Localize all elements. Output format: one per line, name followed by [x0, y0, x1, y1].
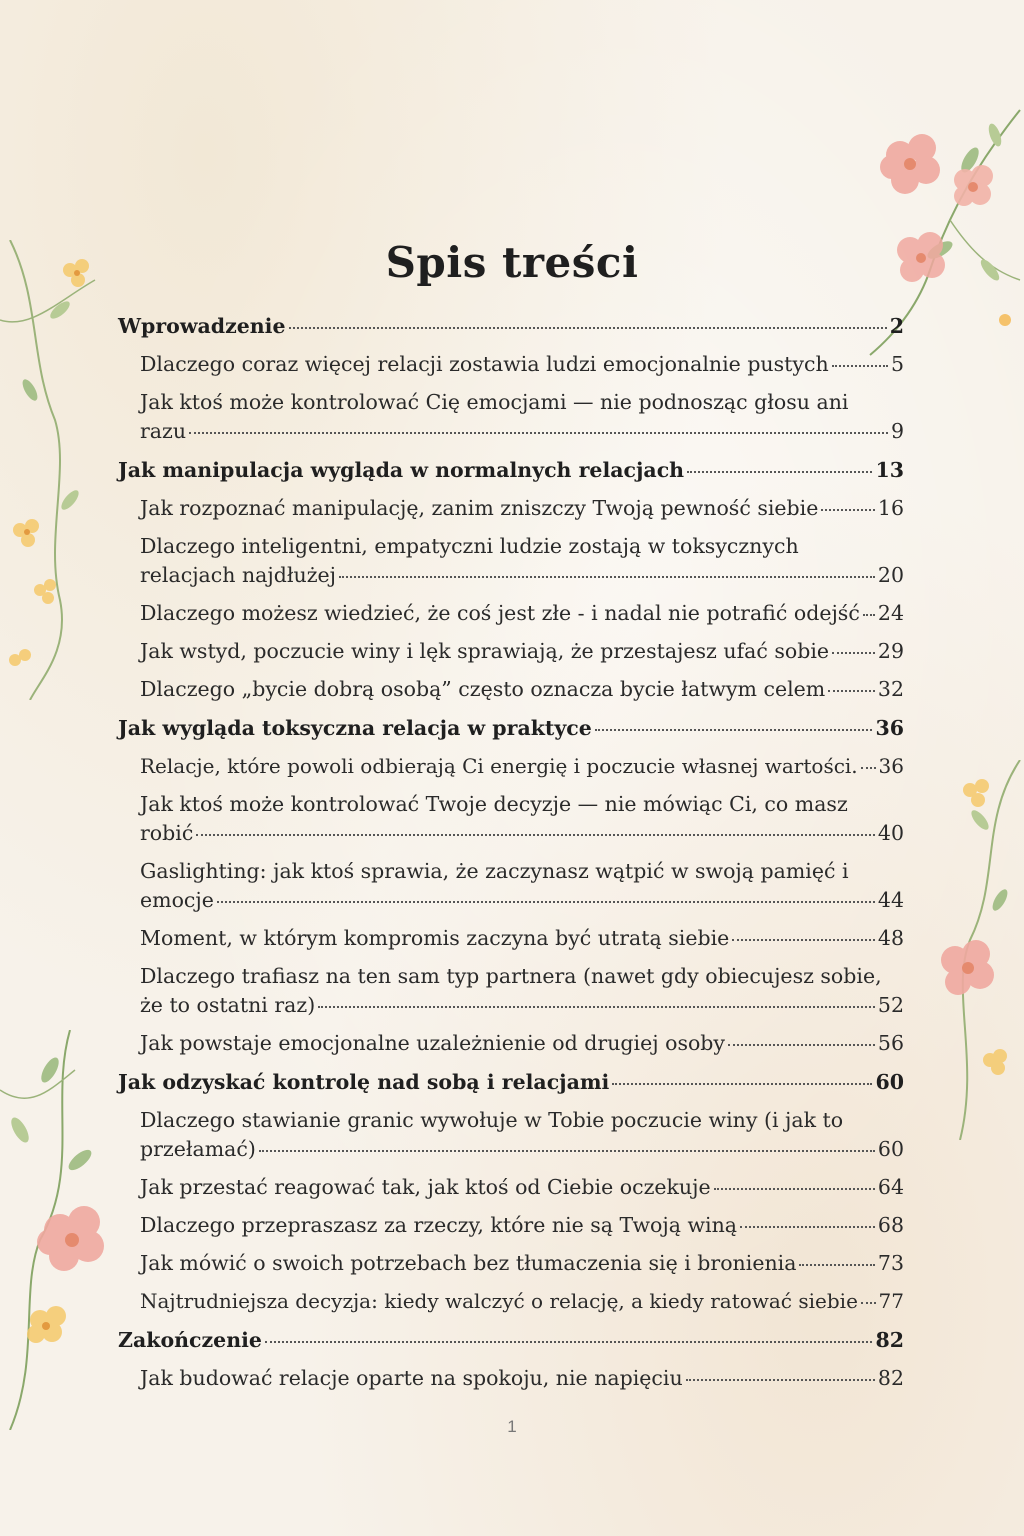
toc-entry-title: przełamać) — [140, 1137, 256, 1161]
toc-entry-title: Jak przestać reagować tak, jak ktoś od Ciebie oczekuje — [140, 1175, 711, 1199]
toc-chapter-entry[interactable] — [118, 312, 904, 341]
toc-page-number: 44 — [877, 888, 904, 912]
dot-leader — [714, 1187, 875, 1190]
toc-subsection-entry[interactable] — [118, 350, 904, 379]
toc-entry-title-first-line: Dlaczego inteligentni, empatyczni ludzie zostają w toksycznych — [140, 534, 799, 558]
toc-entry-title: Jak wygląda toksyczna relacja w praktyce — [118, 716, 592, 740]
toc-entry-title: Relacje, które powoli odbierają Ci energię i poczucie własnej wartości. — [140, 754, 858, 778]
toc-subsection-entry[interactable] — [118, 790, 904, 848]
toc-page-number: 82 — [875, 1328, 904, 1352]
toc-page-number: 52 — [877, 993, 904, 1017]
toc-entry-title: Wprowadzenie — [118, 314, 286, 338]
toc-page-number: 64 — [877, 1175, 904, 1199]
table-of-contents — [118, 312, 904, 1393]
toc-subsection-entry[interactable] — [118, 599, 904, 628]
toc-entry-title-first-line: Jak ktoś może kontrolować Cię emocjami — nie podnosząc głosu ani — [140, 390, 849, 414]
toc-page-number: 68 — [877, 1213, 904, 1237]
toc-page-number: 5 — [890, 352, 904, 376]
toc-entry-title: Zakończenie — [118, 1328, 262, 1352]
dot-leader — [318, 1005, 875, 1008]
toc-entry-title: Najtrudniejsza decyzja: kiedy walczyć o relację, a kiedy ratować siebie — [140, 1289, 858, 1313]
toc-subsection-entry[interactable] — [118, 962, 904, 1020]
toc-entry-title-first-line: Gaslighting: jak ktoś sprawia, że zaczynasz wątpić w swoją pamięć i — [140, 859, 849, 883]
dot-leader — [728, 1043, 875, 1046]
toc-page-number: 32 — [877, 677, 904, 701]
toc-subsection-entry[interactable] — [118, 1173, 904, 1202]
toc-entry-title-first-line: Dlaczego trafiasz na ten sam typ partnera (nawet gdy obiecujesz sobie, — [140, 964, 882, 988]
toc-entry-title-first-line: Jak ktoś może kontrolować Twoje decyzje — nie mówiąc Ci, co masz — [140, 792, 848, 816]
page-title: Spis treści — [385, 238, 639, 288]
toc-subsection-entry[interactable] — [118, 752, 904, 781]
toc-entry-title: Jak mówić o swoich potrzebach bez tłumaczenia się i bronienia — [140, 1251, 797, 1275]
dot-leader — [861, 1301, 876, 1304]
dot-leader — [196, 833, 875, 836]
toc-entry-title: Jak rozpoznać manipulację, zanim zniszczy Twoją pewność siebie — [140, 496, 819, 520]
toc-page-number: 13 — [875, 458, 904, 482]
toc-chapter-entry[interactable] — [118, 456, 904, 485]
toc-subsection-entry[interactable] — [118, 1287, 904, 1316]
toc-chapter-entry[interactable] — [118, 1326, 904, 1355]
toc-page-number: 73 — [877, 1251, 904, 1275]
dot-leader — [828, 689, 875, 692]
dot-leader — [289, 326, 887, 329]
dot-leader — [595, 728, 873, 731]
dot-leader — [259, 1149, 875, 1152]
toc-page-number: 2 — [889, 314, 904, 338]
toc-page-number: 36 — [875, 716, 904, 740]
dot-leader — [861, 766, 876, 769]
toc-subsection-entry[interactable] — [118, 1364, 904, 1393]
toc-entry-title: Jak odzyskać kontrolę nad sobą i relacjami — [118, 1070, 610, 1094]
toc-page-number: 24 — [877, 601, 904, 625]
toc-entry-title: Dlaczego coraz więcej relacji zostawia ludzi emocjonalnie pustych — [140, 352, 829, 376]
dot-leader — [821, 508, 875, 511]
dot-leader — [265, 1340, 873, 1343]
dot-leader — [217, 900, 875, 903]
toc-page-number: 48 — [877, 926, 904, 950]
toc-entry-title: razu — [140, 419, 187, 443]
toc-chapter-entry[interactable] — [118, 714, 904, 743]
toc-subsection-entry[interactable] — [118, 532, 904, 590]
toc-page-number: 20 — [877, 563, 904, 587]
toc-page-number: 82 — [877, 1366, 904, 1390]
toc-subsection-entry[interactable] — [118, 388, 904, 446]
toc-page-number: 60 — [875, 1070, 904, 1094]
toc-subsection-entry[interactable] — [118, 675, 904, 704]
toc-subsection-entry[interactable] — [118, 1029, 904, 1058]
toc-entry-title: Moment, w którym kompromis zaczyna być utratą siebie — [140, 926, 730, 950]
toc-page-number: 9 — [890, 419, 904, 443]
dot-leader — [189, 431, 888, 434]
toc-entry-title: Dlaczego przepraszasz za rzeczy, które nie są Twoją winą — [140, 1213, 738, 1237]
dot-leader — [687, 470, 872, 473]
dot-leader — [612, 1082, 872, 1085]
toc-page-number: 36 — [878, 754, 904, 778]
toc-entry-title: że to ostatni raz) — [140, 993, 316, 1017]
dot-leader — [799, 1263, 874, 1266]
toc-entry-title: relacjach najdłużej — [140, 563, 337, 587]
toc-entry-title: Dlaczego możesz wiedzieć, że coś jest złe - i nadal nie potrafić odejść — [140, 601, 860, 625]
dot-leader — [832, 364, 888, 367]
toc-entry-title: Jak budować relacje oparte na spokoju, nie napięciu — [140, 1366, 683, 1390]
toc-entry-title: Jak manipulacja wygląda w normalnych relacjach — [118, 458, 685, 482]
toc-page-number: 40 — [877, 821, 904, 845]
dot-leader — [863, 613, 875, 616]
toc-chapter-entry[interactable] — [118, 1068, 904, 1097]
toc-entry-title: robić — [140, 821, 194, 845]
toc-page-number: 29 — [877, 639, 904, 663]
toc-page-number: 77 — [878, 1289, 904, 1313]
toc-subsection-entry[interactable] — [118, 857, 904, 915]
toc-entry-title-first-line: Dlaczego stawianie granic wywołuje w Tobie poczucie winy (i jak to — [140, 1108, 844, 1132]
page-number: 1 — [507, 1417, 517, 1436]
toc-subsection-entry[interactable] — [118, 1106, 904, 1164]
toc-entry-title: emocje — [140, 888, 214, 912]
toc-page-number: 16 — [877, 496, 904, 520]
toc-subsection-entry[interactable] — [118, 494, 904, 523]
toc-entry-title: Dlaczego „bycie dobrą osobą” często oznacza bycie łatwym celem — [140, 677, 826, 701]
toc-entry-title: Jak powstaje emocjonalne uzależnienie od drugiej osoby — [140, 1031, 726, 1055]
toc-page-number: 56 — [877, 1031, 904, 1055]
toc-entry-title: Jak wstyd, poczucie winy i lęk sprawiają, że przestajesz ufać sobie — [140, 639, 830, 663]
dot-leader — [832, 651, 875, 654]
toc-subsection-entry[interactable] — [118, 1211, 904, 1240]
dot-leader — [740, 1225, 875, 1228]
toc-page-number: 60 — [877, 1137, 904, 1161]
dot-leader — [339, 575, 875, 578]
dot-leader — [732, 938, 875, 941]
dot-leader — [686, 1378, 875, 1381]
toc-subsection-entry[interactable] — [118, 924, 904, 953]
toc-subsection-entry[interactable] — [118, 1249, 904, 1278]
toc-subsection-entry[interactable] — [118, 637, 904, 666]
